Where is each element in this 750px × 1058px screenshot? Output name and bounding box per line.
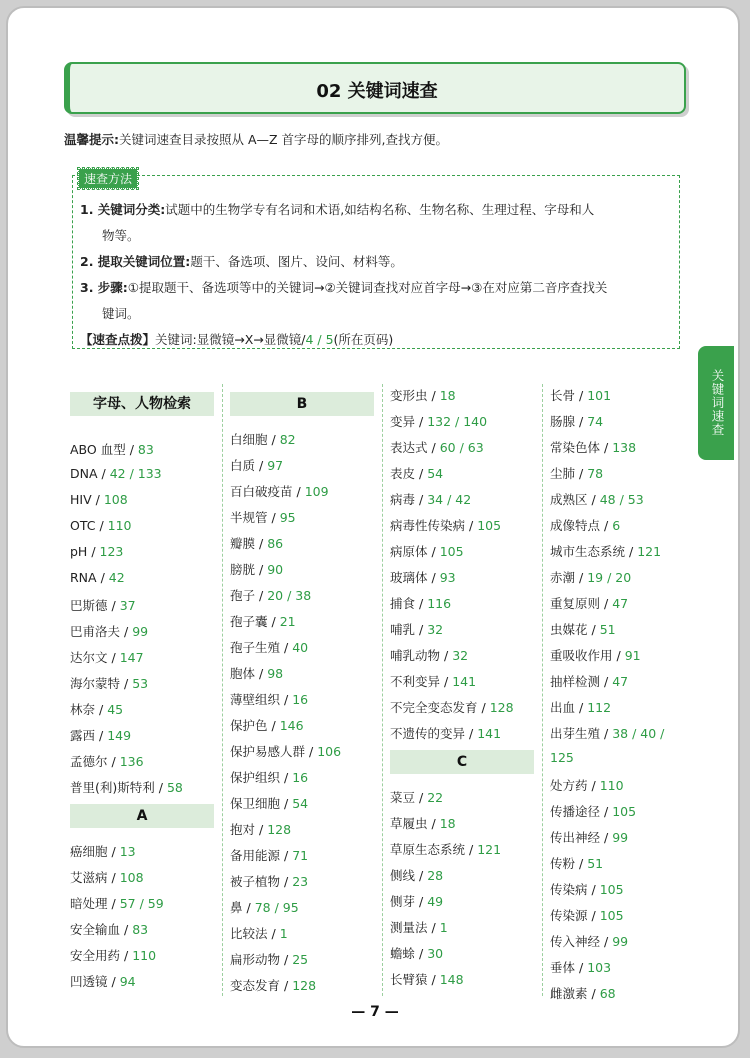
entry-pages: 45 [107,702,124,717]
entry-pages: 22 [427,790,444,805]
index-letter-header: C [390,750,534,774]
method-item-1 [80,197,676,249]
index-entry[interactable]: 薄壁组织 / 16 [230,692,309,707]
entry-pages: 128 [489,700,514,715]
method-item-label: 2. 提取关键词位置: [80,254,191,269]
column-divider [542,384,543,996]
entry-term: 城市生态系统 [550,544,626,559]
column-divider [382,384,383,996]
index-entry[interactable]: 鼻 / 78 / 95 [230,900,299,915]
index-entry[interactable]: 林奈 / 45 [70,702,124,717]
entry-pages: 48 / 53 [599,492,644,507]
index-entry[interactable]: 露西 / 149 [70,728,132,743]
entry-term: 孢子生殖 [230,640,281,655]
entry-pages: 82 [279,432,296,447]
entry-pages: 132 / 140 [427,414,488,429]
index-entry[interactable]: 扁形动物 / 25 [230,952,309,967]
entry-term: 肠腺 [550,414,576,429]
entry-pages: 105 [599,882,624,897]
entry-term: 艾滋病 [70,870,108,885]
index-entry[interactable]: 不遗传的变异 / 141 [390,726,502,741]
entry-term: 草履虫 [390,816,428,831]
hint-label: 【速查点拨】 [80,332,156,347]
entry-term: 病毒 [390,492,416,507]
entry-pages: 91 [624,648,641,663]
entry-pages: 40 [292,640,309,655]
method-item-cont: 物等。 [102,228,140,243]
entry-term: 不完全变态发育 [390,700,478,715]
entry-term: 抱对 [230,822,256,837]
index-entry[interactable]: 表皮 / 54 [390,466,444,481]
index-entry[interactable]: 比较法 / 1 [230,926,288,941]
entry-pages: 51 [587,856,604,871]
index-entry[interactable]: 保护组织 / 16 [230,770,309,785]
entry-term: 达尔文 [70,650,108,665]
method-item-text: ①提取题干、备选项等中的关键词→②关键词查找对应首字母→③在对应第二音序查找关 [127,280,608,295]
entry-term: 侧线 [390,868,416,883]
entry-pages: 108 [119,870,144,885]
entry-term: 保护组织 [230,770,281,785]
entry-pages: 95 [279,510,296,525]
entry-term: 重吸收作用 [550,648,613,663]
index-entry[interactable]: 重复原则 / 47 [550,596,629,611]
index-entry[interactable]: 安全用药 / 110 [70,948,157,963]
entry-pages: 1 [439,920,448,935]
index-entry[interactable]: 变异 / 132 / 140 [390,414,488,429]
entry-pages: 60 / 63 [439,440,484,455]
index-entry[interactable]: 表达式 / 60 / 63 [390,440,484,455]
entry-pages: 110 [107,518,132,533]
index-entry[interactable]: 长骨 / 101 [550,388,612,403]
entry-term: 常染色体 [550,440,601,455]
index-entry[interactable]: 孢子 / 20 / 38 [230,588,312,603]
entry-term: 哺乳动物 [390,648,441,663]
entry-term: 普里(利)斯特利 [70,780,155,795]
entry-pages: 28 [427,868,444,883]
index-entry[interactable]: 草履虫 / 18 [390,816,456,831]
entry-pages: 74 [587,414,604,429]
method-item-text: 题干、备选项、图片、设问、材料等。 [190,254,403,269]
index-entry[interactable]: 草原生态系统 / 121 [390,842,502,857]
entry-term: 膀胱 [230,562,256,577]
entry-pages: 1 [279,926,288,941]
entry-pages: 42 / 133 [109,466,162,481]
entry-pages: 19 / 20 [587,570,632,585]
entry-term: 长臂猿 [390,972,428,987]
index-entry[interactable]: 常染色体 / 138 [550,440,637,455]
entry-pages: 71 [292,848,309,863]
entry-term: 表达式 [390,440,428,455]
method-item-cont: 键词。 [102,306,140,321]
method-hint [80,327,676,353]
entry-pages: 38 / 40 / [612,726,665,741]
entry-term: pH [70,544,88,559]
entry-term: 海尔蒙特 [70,676,121,691]
entry-term: 孢子 [230,588,256,603]
entry-term: 扁形动物 [230,952,281,967]
index-entry[interactable]: 虫媒花 / 51 [550,622,616,637]
entry-term: 鼻 [230,900,243,915]
entry-term: 孢子囊 [230,614,268,629]
index-entry[interactable]: OTC / 110 [70,518,132,533]
entry-pages: 108 [103,492,128,507]
entry-pages: 105 [599,908,624,923]
entry-pages: 53 [132,676,149,691]
index-entry[interactable]: 巴甫洛夫 / 99 [70,624,149,639]
entry-pages: 47 [612,596,629,611]
entry-term: 保护易感人群 [230,744,306,759]
entry-term: 传入神经 [550,934,601,949]
index-entry[interactable]: 不完全变态发育 / 128 [390,700,514,715]
index-entry[interactable]: 城市生态系统 / 121 [550,544,662,559]
index-entry[interactable]: 孢子生殖 / 40 [230,640,309,655]
index-entry[interactable]: 玻璃体 / 93 [390,570,456,585]
index-entry[interactable]: 不利变异 / 141 [390,674,477,689]
entry-term: 抽样检测 [550,674,601,689]
entry-pages: 105 [477,518,502,533]
index-entry[interactable]: 长臂猿 / 148 [390,972,464,987]
index-entry[interactable]: 哺乳 / 32 [390,622,444,637]
index-entry[interactable]: 传粉 / 51 [550,856,604,871]
entry-term: 出血 [550,700,576,715]
index-entry[interactable]: 被子植物 / 23 [230,874,309,889]
entry-pages: 21 [279,614,296,629]
entry-pages: 58 [166,780,183,795]
entry-term: 林奈 [70,702,96,717]
entry-pages: 99 [612,830,629,845]
index-entry[interactable]: 凹透镜 / 94 [70,974,136,989]
index-entry[interactable]: 传播途径 / 105 [550,804,637,819]
entry-pages: 23 [292,874,309,889]
index-entry[interactable]: 孟德尔 / 136 [70,754,144,769]
index-entry[interactable]: 侧芽 / 49 [390,894,444,909]
entry-term: 尘肺 [550,466,576,481]
method-item-text: 试题中的生物学专有名词和术语,如结构名称、生物名称、生理过程、字母和人 [165,202,595,217]
index-entry[interactable]: 安全输血 / 83 [70,922,149,937]
entry-pages: 18 [439,816,456,831]
entry-pages: 94 [119,974,136,989]
entry-term: 安全用药 [70,948,121,963]
entry-pages: 146 [279,718,304,733]
index-entry[interactable]: 传入神经 / 99 [550,934,629,949]
index-entry[interactable]: ABO 血型 / 83 [70,442,154,457]
entry-term: 传出神经 [550,830,601,845]
entry-term: 巴斯德 [70,598,108,613]
entry-pages: 78 [587,466,604,481]
index-entry[interactable]: 瓣膜 / 86 [230,536,284,551]
entry-term: 病原体 [390,544,428,559]
entry-term: 保护色 [230,718,268,733]
entry-pages: 83 [132,922,149,937]
entry-pages: 78 / 95 [254,900,299,915]
entry-pages: 149 [107,728,132,743]
entry-pages: 141 [452,674,477,689]
entry-pages: 16 [292,692,309,707]
entry-term: 成像特点 [550,518,601,533]
entry-term: 垂体 [550,960,576,975]
entry-term: 成熟区 [550,492,588,507]
entry-term: 保卫细胞 [230,796,281,811]
entry-pages: 57 / 59 [119,896,164,911]
entry-term: 玻璃体 [390,570,428,585]
entry-term: 重复原则 [550,596,601,611]
entry-pages: 116 [427,596,452,611]
index-entry[interactable]: pH / 123 [70,544,124,559]
entry-pages: 110 [132,948,157,963]
index-entry[interactable]: 蟾蜍 / 30 [390,946,444,961]
tip-line [64,130,448,148]
entry-term: 表皮 [390,466,416,481]
entry-pages: 128 [267,822,292,837]
entry-pages: 106 [317,744,342,759]
entry-term: 传播途径 [550,804,601,819]
entry-pages: 37 [119,598,136,613]
entry-pages: 42 [108,570,125,585]
column-divider [222,384,223,996]
entry-term: 哺乳 [390,622,416,637]
index-entry[interactable]: 菜豆 / 22 [390,790,444,805]
entry-pages: 93 [439,570,456,585]
index-entry[interactable]: 侧线 / 28 [390,868,444,883]
entry-pages: 110 [599,778,624,793]
index-entry[interactable]: 传出神经 / 99 [550,830,629,845]
entry-pages: 109 [304,484,329,499]
entry-pages: 49 [427,894,444,909]
entry-term: 捕食 [390,596,416,611]
index-entry[interactable]: HIV / 108 [70,492,128,507]
method-tag: 速查方法 [78,168,138,189]
entry-term: RNA [70,570,97,585]
index-letter-header: 字母、人物检索 [70,392,214,416]
index-entry[interactable]: 百白破疫苗 / 109 [230,484,329,499]
index-entry[interactable]: 雌激素 / 68 [550,986,616,1001]
index-entry[interactable]: 测量法 / 1 [390,920,448,935]
entry-term: 变态发育 [230,978,281,993]
index-entry[interactable]: 病毒 / 34 / 42 [390,492,472,507]
entry-pages: 99 [132,624,149,639]
entry-term: 半规管 [230,510,268,525]
entry-pages: 123 [99,544,124,559]
entry-pages: 141 [477,726,502,741]
entry-term: 胞体 [230,666,256,681]
entry-term: 草原生态系统 [390,842,466,857]
index-entry[interactable]: 病原体 / 105 [390,544,464,559]
entry-pages: 147 [119,650,144,665]
entry-pages: 148 [439,972,464,987]
entry-pages: 90 [267,562,284,577]
index-entry[interactable]: 出血 / 112 [550,700,612,715]
entry-pages: 6 [612,518,621,533]
entry-pages: 16 [292,770,309,785]
entry-term: 癌细胞 [70,844,108,859]
index-entry[interactable]: 保卫细胞 / 54 [230,796,309,811]
index-letter-header: A [70,804,214,828]
entry-term: 侧芽 [390,894,416,909]
index-entry[interactable]: 备用能源 / 71 [230,848,309,863]
index-entry[interactable]: 保护易感人群 / 106 [230,744,342,759]
entry-term: HIV [70,492,92,507]
index-entry[interactable]: 暗处理 / 57 / 59 [70,896,164,911]
entry-term: 比较法 [230,926,268,941]
entry-term: 出芽生殖 [550,726,601,741]
index-entry[interactable]: 抽样检测 / 47 [550,674,629,689]
entry-term: 露西 [70,728,96,743]
entry-pages: 101 [587,388,612,403]
method-item-2 [80,249,676,275]
entry-pages: 30 [427,946,444,961]
entry-term: 赤潮 [550,570,576,585]
entry-pages: 138 [612,440,637,455]
entry-term: 薄壁组织 [230,692,281,707]
entry-pages: 128 [292,978,317,993]
entry-term: 病毒性传染病 [390,518,466,533]
entry-term: 不遗传的变异 [390,726,466,741]
index-entry[interactable]: 普里(利)斯特利 / 58 [70,780,183,795]
entry-term: 不利变异 [390,674,441,689]
entry-term: 传染源 [550,908,588,923]
tip-text: 关键词速查目录按照从 A—Z 首字母的顺序排列,查找方便。 [119,132,449,147]
entry-pages: 54 [292,796,309,811]
entry-pages: 136 [119,754,144,769]
entry-term: DNA [70,466,98,481]
hint-note: (所在页码) [333,332,394,347]
index-entry-cont [550,750,574,765]
entry-term: 被子植物 [230,874,281,889]
entry-term: 虫媒花 [550,622,588,637]
entry-term: 白质 [230,458,256,473]
entry-pages: 32 [427,622,444,637]
index-entry[interactable]: 白细胞 / 82 [230,432,296,447]
index-entry[interactable]: 重吸收作用 / 91 [550,648,641,663]
index-entry[interactable]: 处方药 / 110 [550,778,624,793]
entry-pages: 125 [550,750,574,765]
entry-pages: 54 [427,466,444,481]
index-entry[interactable]: 垂体 / 103 [550,960,612,975]
index-entry[interactable]: 变态发育 / 128 [230,978,317,993]
index-entry[interactable]: 赤潮 / 19 / 20 [550,570,632,585]
hint-text: 关键词:显微镜→X→显微镜/ [155,332,306,347]
index-entry[interactable]: 保护色 / 146 [230,718,304,733]
index-entry[interactable]: 达尔文 / 147 [70,650,144,665]
entry-pages: 47 [612,674,629,689]
entry-term: 处方药 [550,778,588,793]
entry-pages: 105 [439,544,464,559]
entry-pages: 112 [587,700,612,715]
entry-pages: 34 / 42 [427,492,472,507]
tip-label: 温馨提示: [64,132,119,147]
index-entry[interactable]: 成熟区 / 48 / 53 [550,492,644,507]
section-title-box [64,62,686,114]
entry-term: OTC [70,518,96,533]
entry-pages: 97 [267,458,284,473]
index-entry[interactable]: 半规管 / 95 [230,510,296,525]
index-entry[interactable]: 癌细胞 / 13 [70,844,136,859]
index-entry[interactable]: 变形虫 / 18 [390,388,456,403]
entry-term: 传粉 [550,856,576,871]
entry-term: 安全输血 [70,922,121,937]
entry-term: 测量法 [390,920,428,935]
side-tab[interactable]: 关键词速查 [698,346,734,460]
index-entry[interactable]: 捕食 / 116 [390,596,452,611]
index-entry[interactable]: DNA / 42 / 133 [70,466,162,481]
entry-term: 长骨 [550,388,576,403]
entry-term: 瓣膜 [230,536,256,551]
method-item-3 [80,275,676,327]
entry-term: 白细胞 [230,432,268,447]
entry-pages: 18 [439,388,456,403]
entry-pages: 13 [119,844,136,859]
index-entry[interactable]: 白质 / 97 [230,458,284,473]
index-entry[interactable]: 胞体 / 98 [230,666,284,681]
entry-term: 巴甫洛夫 [70,624,121,639]
entry-term: 传染病 [550,882,588,897]
method-item-label: 1. 关键词分类: [80,202,166,217]
entry-pages: 86 [267,536,284,551]
entry-pages: 98 [267,666,284,681]
entry-pages: 20 / 38 [267,588,312,603]
entry-term: ABO 血型 [70,442,126,457]
entry-term: 凹透镜 [70,974,108,989]
index-entry[interactable]: 出芽生殖 / 38 / 40 / [550,726,665,741]
index-entry[interactable]: 传染源 / 105 [550,908,624,923]
index-entry[interactable]: RNA / 42 [70,570,125,585]
index-entry[interactable]: 巴斯德 / 37 [70,598,136,613]
entry-pages: 51 [599,622,616,637]
index-entry[interactable]: 肠腺 / 74 [550,414,604,429]
entry-term: 蟾蜍 [390,946,416,961]
index-entry[interactable]: 成像特点 / 6 [550,518,621,533]
entry-pages: 25 [292,952,309,967]
entry-term: 变异 [390,414,416,429]
entry-term: 孟德尔 [70,754,108,769]
page-number: — 7 — [351,1004,399,1020]
index-entry[interactable]: 尘肺 / 78 [550,466,604,481]
section-title: 02 关键词速查 [316,81,438,102]
index-entry[interactable]: 海尔蒙特 / 53 [70,676,149,691]
entry-pages: 121 [637,544,662,559]
entry-pages: 105 [612,804,637,819]
index-entry[interactable]: 膀胱 / 90 [230,562,284,577]
entry-term: 百白破疫苗 [230,484,293,499]
entry-term: 备用能源 [230,848,281,863]
method-item-label: 3. 步骤: [80,280,128,295]
entry-pages: 68 [599,986,616,1001]
entry-term: 暗处理 [70,896,108,911]
index-entry[interactable]: 病毒性传染病 / 105 [390,518,502,533]
entry-term: 变形虫 [390,388,428,403]
entry-pages: 83 [137,442,154,457]
index-entry[interactable]: 哺乳动物 / 32 [390,648,469,663]
index-letter-header: B [230,392,374,416]
entry-pages: 32 [452,648,469,663]
index-entry[interactable]: 艾滋病 / 108 [70,870,144,885]
hint-pages: 4 / 5 [305,332,334,347]
index-entry[interactable]: 传染病 / 105 [550,882,624,897]
entry-pages: 99 [612,934,629,949]
index-entry[interactable]: 孢子囊 / 21 [230,614,296,629]
entry-pages: 103 [587,960,612,975]
entry-term: 雌激素 [550,986,588,1001]
entry-term: 菜豆 [390,790,416,805]
index-entry[interactable]: 抱对 / 128 [230,822,292,837]
entry-pages: 121 [477,842,502,857]
